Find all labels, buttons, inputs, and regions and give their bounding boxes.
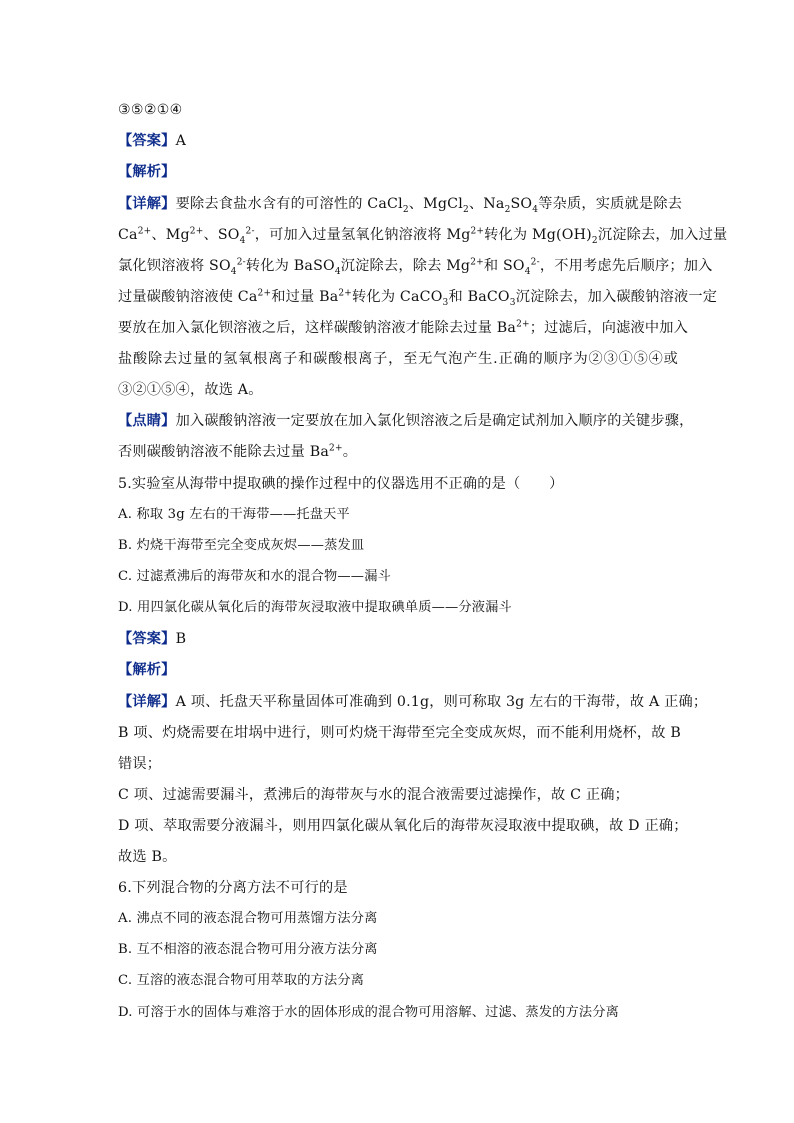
q4-detail-line-2: $Ca^{2+}$、$Mg^{2+}$、$SO_4^{2-}$，可加入过量氢氧化钠溶液将 $Mg^{2+}$转化为 $Mg(OH)_2$沉淀除去，加入过量 xyxy=(118,226,728,246)
q4-analysis-heading: 【解析】 xyxy=(118,164,176,180)
q5-detail-line-3: 错误； xyxy=(118,756,162,772)
q5-detail-line-1: 【详解】A 项、托盘天平称量固体可准确到 0.1g，则可称取 3g 左右的干海带，故 A 正确； xyxy=(118,694,708,710)
q4-detail-line-1: 【详解】要除去食盐水含有的可溶性的 CaCl$_2$、MgCl$_2$、$Na_2SO_4$等杂质，实质就是除去 xyxy=(118,196,683,215)
q6-option-c: C. 互溶的液态混合物可用萃取的方法分离 xyxy=(118,973,365,988)
q4-detail-line-5: 要放在加入氯化钡溶液之后，这样碳酸钠溶液才能除去过量 $Ba^{2+}$；过滤后，向滤液中加入 xyxy=(118,319,689,336)
q5-detail-line-4: C 项、过滤需要漏斗，煮沸后的海带灰与水的混合液需要过滤操作，故 C 正确； xyxy=(118,787,630,803)
q6-option-a: A. 沸点不同的液态混合物可用蒸馏方法分离 xyxy=(118,911,378,926)
q5-stem: 5.实验室从海带中提取碘的操作过程中的仪器选用不正确的是（ ） xyxy=(118,476,564,492)
q6-option-b: B. 互不相溶的液态混合物可用分液方法分离 xyxy=(118,942,378,957)
q4-answer: 【答案】A xyxy=(118,133,187,149)
q4-comment-line-2: 否则碳酸钠溶液不能除去过量 $Ba^{2+}$。 xyxy=(118,443,358,460)
q5-detail-line-5: D 项、萃取需要分液漏斗，则用四氯化碳从氧化后的海带灰浸取液中提取碘，故 D 正确； xyxy=(118,818,688,834)
q5-answer: 【答案】B xyxy=(118,631,187,647)
q4-detail-line-4: 过量碳酸钠溶液使 $Ca^{2+}$和过量 $Ba^{2+}$转化为 CaCO$_3$和 BaCO$_3$沉淀除去，加入碳酸钠溶液一定 xyxy=(118,288,718,308)
q5-analysis-heading: 【解析】 xyxy=(118,662,176,678)
q5-option-b: B. 灼烧干海带至完全变成灰烬——蒸发皿 xyxy=(118,538,365,553)
q5-detail-line-2: B 项、灼烧需要在坩埚中进行，则可灼烧干海带至完全变成灰烬，而不能利用烧杯，故 B xyxy=(118,725,682,741)
q4-detail-line-3: 氯化钡溶液将 $SO_4^{2-}$转化为 BaSO$_4$沉淀除去，除去 $Mg^{2+}$和 $SO_4^{2-}$，不用考虑先后顺序；加入 xyxy=(118,257,713,277)
q5-option-a: A. 称取 3g 左右的干海带——托盘天平 xyxy=(118,507,350,522)
q4-detail-line-6: 盐酸除去过量的氢氧根离子和碳酸根离子，至无气泡产生.正确的顺序为②③①⑤④或 xyxy=(118,351,678,367)
q4-detail-line-7: ③②①⑤④，故选 A。 xyxy=(118,382,263,398)
q5-option-d: D. 用四氯化碳从氧化后的海带灰浸取液中提取碘单质——分液漏斗 xyxy=(118,600,512,615)
q4-choice-tail: ③⑤②①④ xyxy=(118,102,183,118)
q5-detail-line-6: 故选 B。 xyxy=(118,849,177,865)
q5-option-c: C. 过滤煮沸后的海带灰和水的混合物——漏斗 xyxy=(118,569,391,584)
q6-option-d: D. 可溶于水的固体与难溶于水的固体形成的混合物可用溶解、过滤、蒸发的方法分离 xyxy=(118,1005,620,1020)
q4-comment-line-1: 【点睛】加入碳酸钠溶液一定要放在加入氯化钡溶液之后是确定试剂加入顺序的关键步骤， xyxy=(118,413,694,429)
q6-stem: 6.下列混合物的分离方法不可行的是 xyxy=(118,880,348,896)
